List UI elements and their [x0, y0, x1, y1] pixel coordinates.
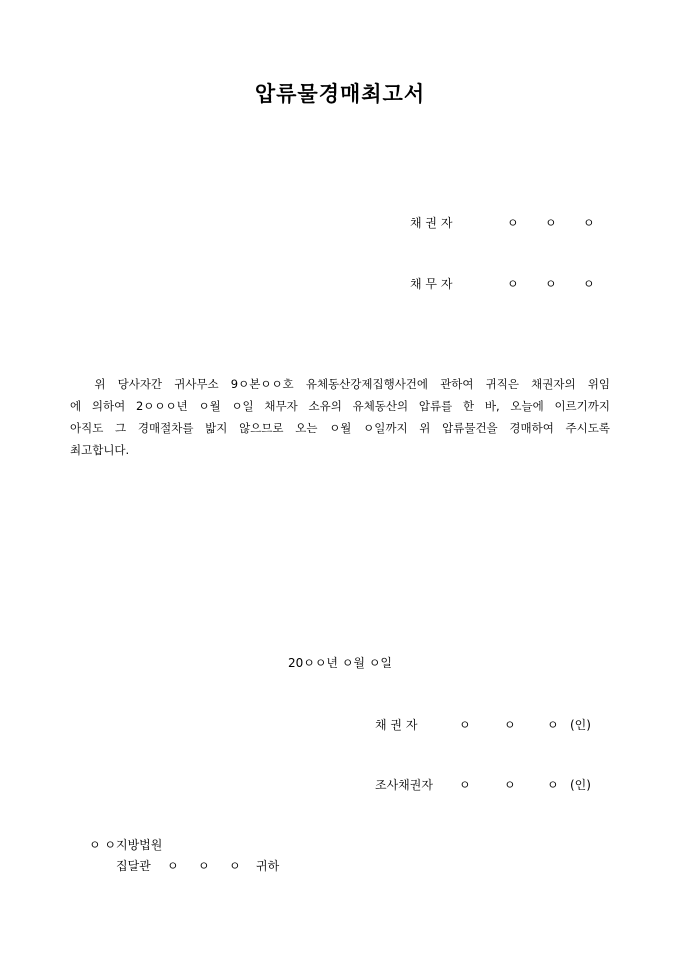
signer-creditor-name-char-1: ㅇ: [459, 718, 471, 732]
signer-investigating-creditor-name-char-3: ㅇ: [547, 778, 559, 792]
recipient-officer-label: 집달관: [116, 859, 151, 873]
body-line-3: 아직도 그 경매절차를 밟지 않으므로 오는 ㅇ월 ㅇ일까지 위 압류물건을 경매하여 주시도록: [70, 421, 610, 435]
creditor-row: [0, 214, 680, 230]
signer-creditor-seal: (인): [570, 718, 591, 732]
debtor-name-char-1: ㅇ: [507, 277, 519, 291]
signer-investigating-creditor-name-char-2: ㅇ: [504, 778, 516, 792]
body-line-4: 최고합니다.: [70, 443, 130, 457]
signer-creditor-name-char-2: ㅇ: [504, 718, 516, 732]
creditor-name-char-2: ㅇ: [545, 216, 557, 230]
recipient-officer-name-char-1: ㅇ: [167, 859, 179, 873]
debtor-label: 채 무 자: [410, 277, 453, 291]
document-date: 20ㅇㅇ년 ㅇ월 ㅇ일: [287, 656, 393, 670]
debtor-row: [0, 275, 680, 291]
signer-creditor-label: 채 권 자: [375, 718, 418, 732]
signer-investigating-creditor-label: 조사채권자: [375, 778, 433, 792]
signer-investigating-creditor-name-char-1: ㅇ: [459, 778, 471, 792]
debtor-name-char-3: ㅇ: [583, 277, 595, 291]
creditor-label: 채 권 자: [410, 216, 453, 230]
creditor-name-char-3: ㅇ: [583, 216, 595, 230]
recipient-officer-name-char-2: ㅇ: [198, 859, 210, 873]
signer-creditor-row: [0, 716, 680, 732]
creditor-name-char-1: ㅇ: [507, 216, 519, 230]
recipient-officer-name-char-3: ㅇ: [229, 859, 241, 873]
body-paragraph: [70, 373, 610, 461]
recipient-honorific: 귀하: [256, 859, 280, 873]
body-line-2: 에 의하여 2ㅇㅇㅇ년 ㅇ월 ㅇ일 채무자 소유의 유체동산의 압류를 한 바, 오늘에 이르기까지: [70, 399, 610, 413]
signer-investigating-creditor-seal: (인): [570, 778, 591, 792]
signer-creditor-name-char-3: ㅇ: [547, 718, 559, 732]
document-title: 압류물경매최고서: [254, 81, 426, 106]
signer-investigating-creditor-row: [0, 776, 680, 792]
body-line-1: 위 당사자간 귀사무소 9ㅇ본ㅇㅇ호 유체동산강제집행사건에 관하여 귀직은 채권자의 위임: [70, 377, 610, 391]
recipient-officer-row: [0, 857, 680, 873]
recipient-court: ㅇ ㅇ지방법원: [89, 838, 163, 852]
debtor-name-char-2: ㅇ: [545, 277, 557, 291]
